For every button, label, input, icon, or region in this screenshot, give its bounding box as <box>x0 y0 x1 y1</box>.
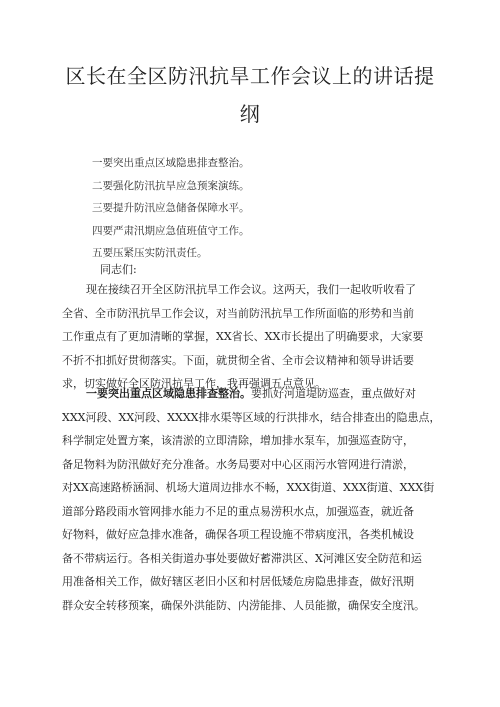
paragraph-line: 现在接续召开全区防汛抗旱工作会议。这两天，我们一起收听收看了 <box>86 283 416 296</box>
point-heading: 一要突出重点区域隐患排查整治。 <box>86 387 251 400</box>
outline-list <box>92 152 250 265</box>
document-title-line2: 纲 <box>239 102 261 126</box>
paragraph-intro <box>62 278 440 396</box>
outline-item: 四要严肃汛期应急值班值守工作。 <box>92 224 250 237</box>
paragraph-line: 群众安全转移预案，确保外洪能防、内涝能排、人员能撤，确保安全度汛。 <box>62 598 425 612</box>
outline-item: 三要提升防汛应急储备保障水平。 <box>92 202 250 215</box>
paragraph-line: XXX河段、XX河段、XXXX排水渠等区域的行洪排水，结合排查出的隐患点， <box>62 410 440 424</box>
paragraph-line: 不折不扣抓好贯彻落实。下面，就贯彻全省、全市会议精神和领导讲话要 <box>62 353 414 367</box>
document-title-line1: 区长在全区防汛抗旱工作会议上的讲话提 <box>65 64 435 88</box>
paragraph-line: 科学制定处置方案，该清淤的立即清除，增加排水泵车，加强巡查防守， <box>62 434 414 447</box>
paragraph-line: 备足物料为防汛做好充分准备。水务局要对中心区雨污水管网进行清淤， <box>62 457 414 471</box>
paragraph-line: 道部分路段雨水管网排水能力不足的重点易涝积水点，加强巡查，就近备 <box>62 504 414 518</box>
paragraph-line: 备不带病运行。各相关街道办事处要做好蓄滞洪区、X河滩区安全防范和运 <box>62 551 422 565</box>
outline-item: 二要强化防汛抗旱应急预案演练。 <box>92 179 250 192</box>
outline-item: 五要压紧压实防汛责任。 <box>92 247 208 260</box>
paragraph-line: 求，切实做好全区防汛抗旱工作，我再强调五点意见。 <box>62 377 326 390</box>
paragraph-line <box>62 382 440 406</box>
greeting: 同志们: <box>100 263 137 276</box>
paragraph-line: 好物料，做好应急排水准备，确保各项工程设施不带病度汛，各类机械设 <box>62 528 414 541</box>
paragraph-point-one <box>62 382 440 617</box>
paragraph-line: 用准备相关工作，做好辖区老旧小区和村居低矮危房隐患排查，做好汛期 <box>62 575 414 588</box>
paragraph-line: 工作重点有了更加清晰的掌握，XX省长、XX市长提出了明确要求，大家要 <box>62 330 424 343</box>
paragraph-line: 对XX高速路桥涵洞、机场大道周边排水不畅，XXX街道、XXX街道、XXX街 <box>62 481 435 494</box>
paragraph-line: 全省、全市防汛抗旱工作会议，对当前防汛抗旱工作所面临的形势和当前 <box>62 306 414 320</box>
outline-item: 一要突出重点区域隐患排查整治。 <box>92 157 250 169</box>
point-text: 要抓好河道堤防巡查，重点做好对 <box>251 387 416 400</box>
